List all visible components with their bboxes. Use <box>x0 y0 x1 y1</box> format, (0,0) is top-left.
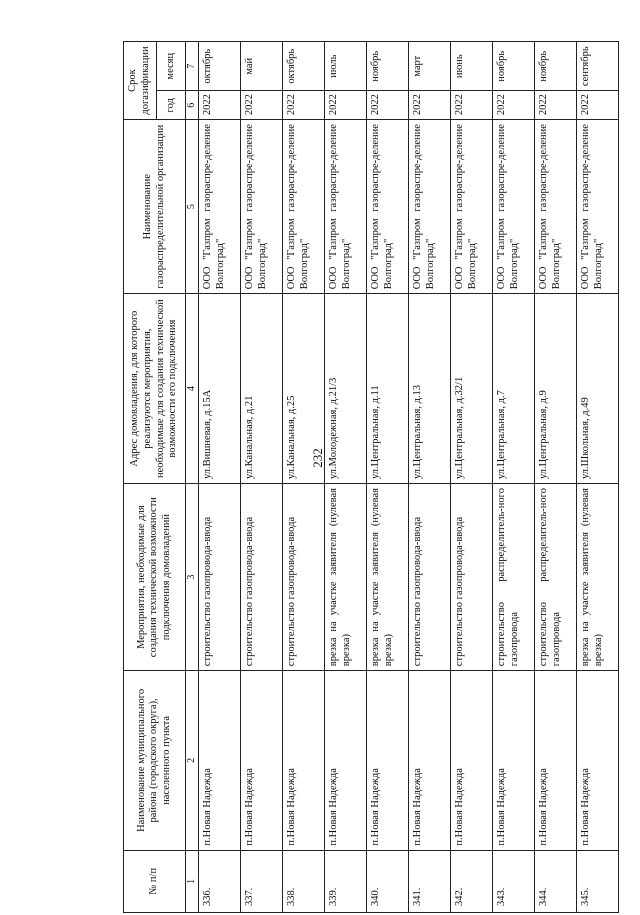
row-settlement: п.Новая Надежда <box>283 671 325 850</box>
column-number: 4 <box>186 294 199 484</box>
row-number: 344. <box>535 850 577 912</box>
row-month: октябрь <box>199 42 241 91</box>
row-organization: ООО "Газпром газораспре-деление Волгоград" <box>283 120 325 294</box>
row-number: 336. <box>199 850 241 912</box>
table-row <box>535 42 577 913</box>
header-action: Мероприятия, необходимые для создания технической возможности подключения домовладений <box>124 484 186 671</box>
table-row <box>367 42 409 913</box>
gasification-table <box>123 41 619 913</box>
row-year: 2022 <box>325 91 367 120</box>
row-organization: ООО "Газпром газораспре-деление Волгоград" <box>409 120 451 294</box>
row-month: июль <box>325 42 367 91</box>
row-action: врезка на участке заявителя (нулевая врезка) <box>367 484 409 671</box>
row-year: 2022 <box>283 91 325 120</box>
table-row <box>451 42 493 913</box>
row-settlement: п.Новая Надежда <box>367 671 409 850</box>
row-number: 338. <box>283 850 325 912</box>
row-organization: ООО "Газпром газораспре-деление Волгоград" <box>493 120 535 294</box>
row-month: июнь <box>451 42 493 91</box>
row-month: май <box>241 42 283 91</box>
column-number: 5 <box>186 120 199 294</box>
column-number: 3 <box>186 484 199 671</box>
row-organization: ООО "Газпром газораспре-деление Волгоград" <box>325 120 367 294</box>
row-address: ул.Центральная, д.32/1 <box>451 294 493 484</box>
row-settlement: п.Новая Надежда <box>409 671 451 850</box>
table-row <box>493 42 535 913</box>
table-row <box>577 42 619 913</box>
header-address: Адрес домовладения, для которого реализуются мероприятия, необходимые для создания технической возможности его подключения <box>124 294 186 484</box>
row-organization: ООО "Газпром газораспре-деление Волгоград" <box>367 120 409 294</box>
row-address: ул.Центральная, д.11 <box>367 294 409 484</box>
row-number: 340. <box>367 850 409 912</box>
row-organization: ООО "Газпром газораспре-деление Волгоград" <box>535 120 577 294</box>
row-month: ноябрь <box>535 42 577 91</box>
header-number: № п/п <box>124 850 186 912</box>
row-settlement: п.Новая Надежда <box>535 671 577 850</box>
header-month: месяц <box>157 42 186 91</box>
row-month: ноябрь <box>493 42 535 91</box>
row-settlement: п.Новая Надежда <box>493 671 535 850</box>
row-organization: ООО "Газпром газораспре-деление Волгоград" <box>451 120 493 294</box>
row-number: 342. <box>451 850 493 912</box>
header-settlement: Наименование муниципального района (городского округа), населенного пункта <box>124 671 186 850</box>
row-action: строительство газопровода-ввода <box>283 484 325 671</box>
row-month: март <box>409 42 451 91</box>
column-number: 1 <box>186 850 199 912</box>
row-year: 2022 <box>409 91 451 120</box>
row-address: ул.Центральная, д.9 <box>535 294 577 484</box>
row-action: строительство распределитель-ного газопровода <box>535 484 577 671</box>
row-year: 2022 <box>241 91 283 120</box>
gasification-table-sheet <box>123 41 604 913</box>
row-number: 337. <box>241 850 283 912</box>
row-number: 341. <box>409 850 451 912</box>
row-settlement: п.Новая Надежда <box>325 671 367 850</box>
table-row <box>409 42 451 913</box>
column-number: 6 <box>186 91 199 120</box>
row-year: 2022 <box>493 91 535 120</box>
row-address: ул.Вишневая, д.15А <box>199 294 241 484</box>
row-month: ноябрь <box>367 42 409 91</box>
row-settlement: п.Новая Надежда <box>199 671 241 850</box>
row-address: ул.Канальная, д.25 <box>283 294 325 484</box>
row-address: ул.Молодежная, д.21/3 <box>325 294 367 484</box>
header-year: год <box>157 91 186 120</box>
row-address: ул.Школьная, д.49 <box>577 294 619 484</box>
row-action: строительство газопровода-ввода <box>199 484 241 671</box>
row-settlement: п.Новая Надежда <box>451 671 493 850</box>
row-month: сентябрь <box>577 42 619 91</box>
header-term: Срок догазификации <box>124 42 157 120</box>
column-number: 2 <box>186 671 199 850</box>
table-row <box>241 42 283 913</box>
row-action: строительство газопровода-ввода <box>451 484 493 671</box>
row-month: октябрь <box>283 42 325 91</box>
row-settlement: п.Новая Надежда <box>577 671 619 850</box>
table-row <box>283 42 325 913</box>
row-address: ул.Центральная, д.13 <box>409 294 451 484</box>
header-organization: Наименование газораспределительной организации <box>124 120 186 294</box>
row-action: строительство распределитель-ного газопровода <box>493 484 535 671</box>
row-action: строительство газопровода-ввода <box>241 484 283 671</box>
row-organization: ООО "Газпром газораспре-деление Волгоград" <box>199 120 241 294</box>
row-action: врезка на участке заявителя (нулевая врезка) <box>325 484 367 671</box>
row-number: 339. <box>325 850 367 912</box>
row-action: строительство газопровода-ввода <box>409 484 451 671</box>
column-number: 7 <box>186 42 199 91</box>
row-year: 2022 <box>451 91 493 120</box>
row-settlement: п.Новая Надежда <box>241 671 283 850</box>
row-number: 345. <box>577 850 619 912</box>
row-year: 2022 <box>199 91 241 120</box>
row-year: 2022 <box>535 91 577 120</box>
row-number: 343. <box>493 850 535 912</box>
row-action: врезка на участке заявителя (нулевая врезка) <box>577 484 619 671</box>
table-row <box>199 42 241 913</box>
row-organization: ООО "Газпром газораспре-деление Волгоград" <box>577 120 619 294</box>
row-address: ул.Центральная, д.7 <box>493 294 535 484</box>
row-organization: ООО "Газпром газораспре-деление Волгоград" <box>241 120 283 294</box>
row-year: 2022 <box>367 91 409 120</box>
page-number: 232 <box>310 448 325 468</box>
row-year: 2022 <box>577 91 619 120</box>
table-row <box>325 42 367 913</box>
row-address: ул.Канальная, д.21 <box>241 294 283 484</box>
